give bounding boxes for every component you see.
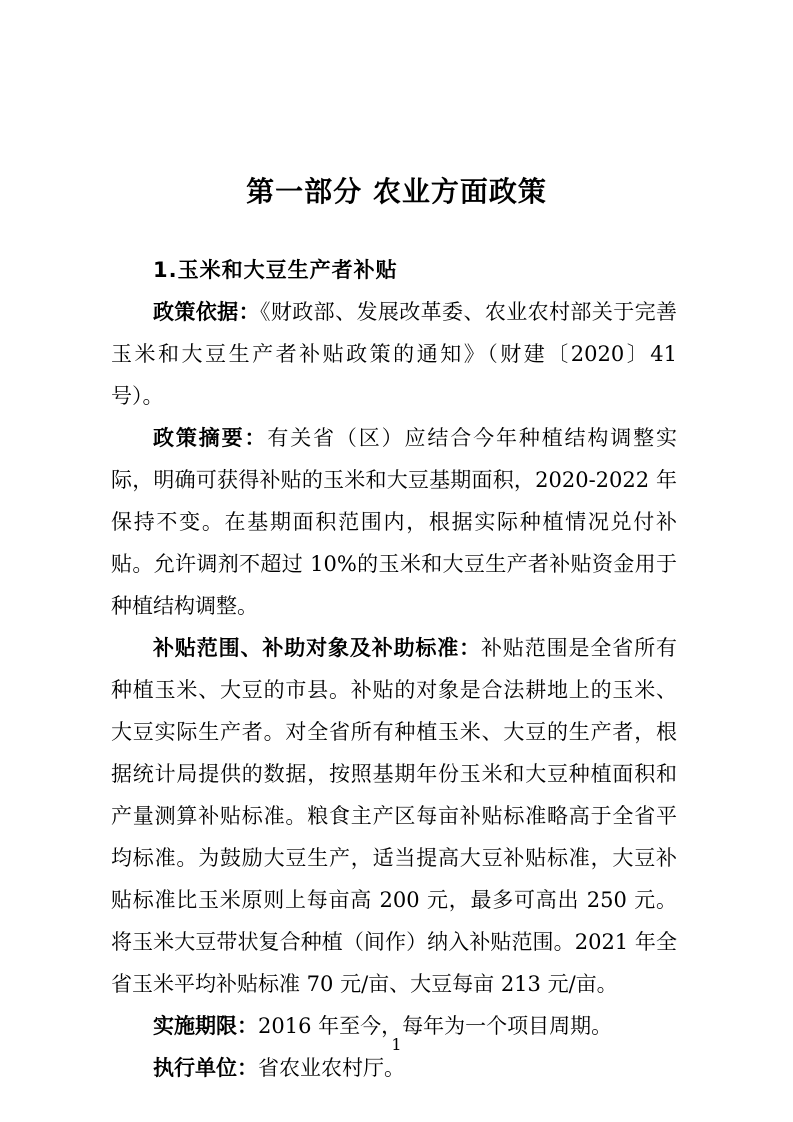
policy-summary-label: 政策摘要：	[153, 426, 268, 450]
section-heading: 1.玉米和大豆生产者补贴	[153, 258, 398, 282]
subsidy-scope-label: 补贴范围、补助对象及补助标准：	[153, 636, 482, 660]
executing-unit-label: 执行单位：	[153, 1056, 258, 1080]
page-title: 第一部分 农业方面政策	[246, 175, 547, 208]
paragraph-policy-basis	[111, 291, 677, 417]
paragraph-policy-summary	[111, 417, 677, 627]
paragraph-subsidy-scope	[111, 627, 677, 1005]
subsidy-scope-text: 补贴范围是全省所有种植玉米、大豆的市县。补贴的对象是合法耕地上的玉米、大豆实际生产者。对全省所有种植玉米、大豆的生产者，根据统计局提供的数据，按照基期年份玉米和大豆种植面积和产量测算补贴标准。粮食主产区每亩补贴标准略高于全省平均标准。为鼓励大豆生产，适当提高大豆补贴标准，大豆补贴标准比玉米原则上每亩高 200 元，最多可高出 250 元。将玉米大豆带状复合种植（间作）纳入补贴范围。2021 年全省玉米平均补贴标准 70 元/亩、大豆每亩 213 元/亩。	[111, 636, 678, 996]
page-number: 1	[391, 1035, 402, 1054]
policy-basis-label: 政策依据：	[153, 300, 260, 324]
document-body	[111, 249, 677, 1089]
executing-unit-text: 省农业农村厅。	[258, 1056, 405, 1080]
implementation-period-text: 2016 年至今，每年为一个项目周期。	[258, 1014, 613, 1038]
policy-summary-text: 有关省（区）应结合今年种植结构调整实际，明确可获得补贴的玉米和大豆基期面积，2020-2022 年保持不变。在基期面积范围内，根据实际种植情况兑付补贴。允许调剂不超过 10%的玉米和大豆生产者补贴资金用于种植结构调整。	[111, 426, 678, 618]
policy-basis-text: 《财政部、发展改革委、农业农村部关于完善玉米和大豆生产者补贴政策的通知》（财建〔2020〕41 号）。	[111, 300, 678, 408]
implementation-period-label: 实施期限：	[153, 1014, 258, 1038]
